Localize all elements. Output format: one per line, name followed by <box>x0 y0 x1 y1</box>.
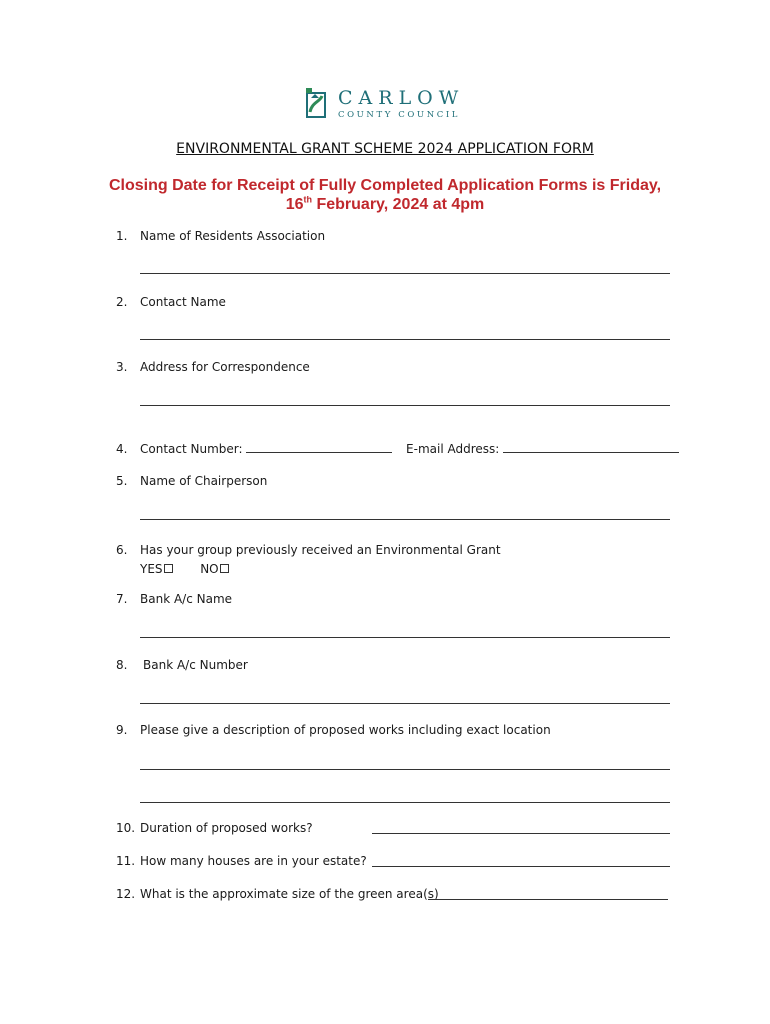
closing-day-suffix: th <box>303 194 313 205</box>
q4-number: 4. <box>116 442 128 456</box>
no-option[interactable] <box>200 562 228 576</box>
carlow-crest-icon <box>306 88 328 120</box>
q1-label: Name of Residents Association <box>140 229 326 243</box>
closing-line-1: Closing Date for Receipt of Fully Completed Application Forms is Friday, <box>108 177 662 194</box>
q11-answer-line[interactable] <box>372 866 670 867</box>
q10-number: 10. <box>116 821 136 835</box>
q5-answer-line[interactable] <box>140 519 670 520</box>
q7-answer-line[interactable] <box>140 637 670 638</box>
email-field[interactable] <box>503 442 679 453</box>
yes-checkbox[interactable] <box>164 564 173 573</box>
yes-option[interactable] <box>140 562 173 576</box>
q12-number: 12. <box>116 887 136 901</box>
form-title: ENVIRONMENTAL GRANT SCHEME 2024 APPLICATION FORM <box>176 141 594 157</box>
q3-answer-line[interactable] <box>140 405 670 406</box>
q12-answer-line[interactable] <box>428 899 668 900</box>
q6-number: 6. <box>116 543 128 557</box>
logo-subtitle: COUNTY COUNCIL <box>338 110 461 120</box>
q1-number: 1. <box>116 229 128 243</box>
q9-label: Please give a description of proposed works including exact location <box>140 723 551 737</box>
q11-label: How many houses are in your estate? <box>140 854 367 868</box>
q11-number: 11. <box>116 854 136 868</box>
yes-label: YES <box>140 562 163 576</box>
q5-label: Name of Chairperson <box>140 474 268 488</box>
q4-contact-label: Contact Number: <box>140 442 243 456</box>
q7-number: 7. <box>116 592 128 606</box>
q5-number: 5. <box>116 474 128 488</box>
q9-answer-line-1[interactable] <box>140 769 670 770</box>
q6-label: Has your group previously received an Environmental Grant <box>140 543 501 557</box>
q9-number: 9. <box>116 723 128 737</box>
closing-date-rest: February, 2024 at 4pm <box>312 196 485 213</box>
q8-answer-line[interactable] <box>140 703 670 704</box>
q8-label: Bank A/c Number <box>143 658 248 672</box>
q10-label: Duration of proposed works? <box>140 821 313 835</box>
closing-date-notice <box>60 176 710 214</box>
q2-label: Contact Name <box>140 295 226 309</box>
q3-label: Address for Correspondence <box>140 360 310 374</box>
carlow-logo <box>306 88 466 124</box>
q4-row <box>140 442 679 456</box>
q4-email-label: E-mail Address: <box>406 442 500 456</box>
closing-day: 16 <box>285 196 304 213</box>
q2-number: 2. <box>116 295 128 309</box>
q7-label: Bank A/c Name <box>140 592 233 606</box>
q6-options <box>140 562 229 576</box>
q10-answer-line[interactable] <box>372 833 670 834</box>
q3-number: 3. <box>116 360 128 374</box>
q9-answer-line-2[interactable] <box>140 802 670 803</box>
closing-line-2 <box>60 195 710 214</box>
q8-number: 8. <box>116 658 128 672</box>
no-checkbox[interactable] <box>220 564 229 573</box>
no-label: NO <box>200 562 219 576</box>
q2-answer-line[interactable] <box>140 339 670 340</box>
contact-number-field[interactable] <box>246 442 392 453</box>
logo-wordmark: CARLOW <box>338 87 465 109</box>
q1-answer-line[interactable] <box>140 273 670 274</box>
q12-label: What is the approximate size of the green area(s) <box>140 887 439 901</box>
